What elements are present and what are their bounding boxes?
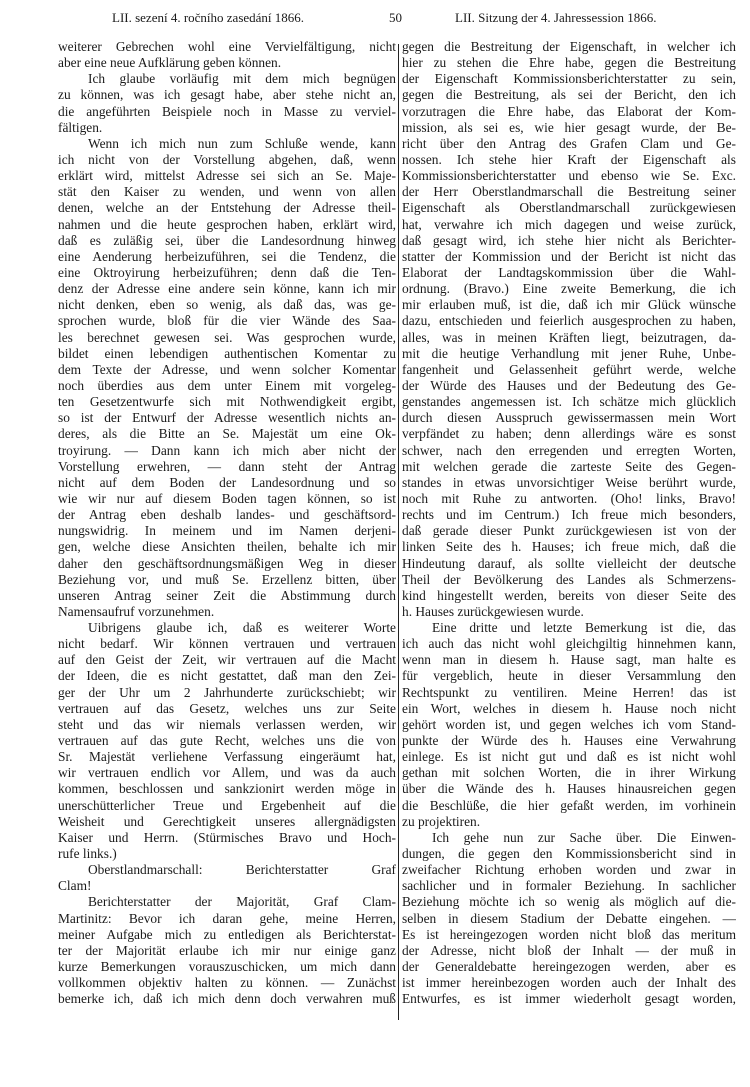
text-line: gethan mit solchen Worten, die in ihrer Wirkung [402, 765, 736, 781]
text-line: mit die heutige Verhandlung mit jener Ruhe, Unbe- [402, 345, 736, 361]
text-line: Martinitz: Bevor ich daran gehe, meine Herren, [58, 910, 396, 926]
text-line: Ich glaube vorläufig mit dem mich begnügen [88, 71, 396, 87]
text-line: kommen, beschlossen und sankzionirt werden möge in [58, 781, 396, 797]
text-line: aber eine neue Aufklärung geben können. [58, 55, 282, 71]
text-line: deres, als die Bitte an Se. Majestät um eine Ok- [58, 426, 396, 442]
text-line: vertrauen auf das Gesetz, welches uns zur Seite [58, 700, 396, 716]
text-line: schwer, nach den erregenden und erregten Worten, [402, 442, 736, 458]
text-line: gen, welche diese Ansichten theilen, behalte ich mir [58, 539, 396, 555]
text-line: Oberstlandmarschall: Berichterstatter Graf [88, 862, 396, 878]
text-line: denz der Adresse eine andere sein könne, kann ich mir [58, 281, 396, 297]
text-line: sprochen wurde, bloß für die vier Wände des Saa- [58, 313, 396, 329]
text-line: Theil der Bevölkerung des Landes als Schmerzens- [402, 571, 736, 587]
text-line: Sr. Majestät verliehene Verfassung eingeräumt hat, [58, 749, 396, 765]
text-line: nicht auf dem Boden der Landesordnung und so [58, 474, 396, 490]
text-line: dungen, die gegen den Kommissionsbericht sind in [402, 846, 736, 862]
text-line: gegen die Bestreitung, als sei der Bericht, den ich [402, 87, 736, 103]
text-line: für vergeblich, heute in dieser Versammlung den [402, 668, 736, 684]
text-line: rufe links.) [58, 846, 117, 862]
text-line: alles, was in meinen Kräften liegt, beizutragen, da- [402, 329, 736, 345]
text-line: Eine dritte und letzte Bemerkung ist die, das [432, 620, 736, 636]
text-column-left [58, 39, 396, 1007]
text-line: Kommissionsberichterstatter und ebenso wie Se. Exc. [402, 168, 736, 184]
text-line: Entwurfes, es ist immer wiederholt gesagt worden, [402, 991, 736, 1007]
text-line: eine Oktroyirung herbeizuführen; denn daß die Ten- [58, 264, 396, 280]
column-divider [398, 44, 399, 1020]
text-line: Eigenschaft als Oberstlandmarschall zurückgewiesen [402, 200, 736, 216]
text-column-right [402, 39, 736, 1007]
text-line: Weisheit und Gerechtigkeit unseres allergnädigsten [58, 813, 396, 829]
text-line: kurze Bemerkungen vorauszuschicken, um mich dann [58, 959, 396, 975]
text-line: fältigen. [58, 119, 103, 135]
text-line: so ist der Entwurf der Adresse wesentlich nichts an- [58, 410, 396, 426]
text-line: der Adresse, nicht bloß der Inhalt — der muß in [402, 942, 736, 958]
text-line: nossen. Ich stehe hier Kraft der Eigenschaft als [402, 151, 736, 167]
text-line: dazu, entschieden und feierlich ausgesprochen zu haben, [402, 313, 736, 329]
text-line: gegen die Bestreitung der Eigenschaft, in welcher ich [402, 39, 736, 54]
header-czech-title: LII. sezení 4. ročního zasedání 1866. [112, 10, 305, 25]
text-line: vorzutragen die Ehre habe, das Elaborat der Kom- [402, 103, 736, 119]
text-line: ist immer hereinbezogen worden auch der Inhalt des [402, 975, 736, 991]
text-line: Wenn ich mich nun zum Schluße wende, kann [88, 135, 396, 151]
text-line: Rechtspunkt zu ventiliren. Meine Herren! das ist [402, 684, 736, 700]
text-line: mir erlauben muß, ist die, daß ich mir Glück wünsche [402, 297, 736, 313]
text-line: Elaborat der Landtagskommission über die Wahl- [402, 264, 736, 280]
text-line: Clam! [58, 878, 92, 894]
text-line: nicht bedarf. Wir können vertrauen und vertrauen [58, 636, 396, 652]
text-line: stät den Kaiser zu wenden, und wenn von allen [58, 184, 396, 200]
text-line: troyirung. — Dann kann ich mich aber nicht der [58, 442, 396, 458]
text-line: zweifacher Richtung erhoben worden und zwar in [402, 862, 736, 878]
text-line: zu projektiren. [402, 813, 481, 829]
text-line: der Antrag eben deshalb landes- und geschäftsord- [58, 507, 396, 523]
text-line: der Eigenschaft Kommissionsberichterstatter zu sein, [402, 71, 736, 87]
text-line: bemerke ich, daß ich mich denn doch verwahren muß [58, 991, 396, 1007]
text-line: über die Wände des h. Hauses hinausreichen gegen [402, 781, 736, 797]
text-line: nicht denken, eben so wenig, als daß das, was ge- [58, 297, 396, 313]
header-german-title: LII. Sitzung der 4. Jahressession 1866. [455, 10, 657, 25]
text-line: einlege. Es ist nicht gut und daß es ist nicht wohl [402, 749, 736, 765]
text-line: dem Texte der Adresse, und wenn solcher Komentar [58, 361, 396, 377]
text-line: auf den Geist der Zeit, wir vertrauen auf die Macht [58, 652, 396, 668]
text-line: ordnung. (Bravo.) Eine zweite Bemerkung, die ich [402, 281, 736, 297]
text-line: Berichterstatter der Majorität, Graf Clam- [88, 894, 396, 910]
text-line: rechts und im Centrum.) Ich freue mich besonders, [402, 507, 736, 523]
text-line: gehört worden ist, und gegen welches ich vom Stand- [402, 716, 736, 732]
text-line: steht und das wir niemals verlassen werden, wir [58, 716, 396, 732]
text-line: Ich gehe nun zur Sache über. Die Einwen- [432, 829, 736, 845]
text-line: Uibrigens glaube ich, daß es weiterer Worte [88, 620, 396, 636]
text-line: ich auch das nicht wohl gleichgiltig hinnehmen kann, [402, 636, 736, 652]
text-line: durch diesen Ausspruch gewissermassen mein Wort [402, 410, 736, 426]
text-line: vollkommen objektiv halten zu können. — Zunächst [58, 975, 396, 991]
text-line: zu können, was ich gesagt habe, aber stehe nicht an, [58, 87, 396, 103]
text-line: Kaiser und Herrn. (Stürmisches Bravo und Hoch- [58, 829, 396, 845]
text-line: noch überdies aus dem unter Einem mit vorgeleg- [58, 377, 396, 393]
text-line: sachlicher und in formaler Beziehung. In sachlicher [402, 878, 736, 894]
text-line: bildet einen lebendigen authentischen Komentar zu [58, 345, 396, 361]
page-number: 50 [389, 10, 402, 25]
text-line: mit welchen gerade die zarteste Seite des Gegen- [402, 458, 736, 474]
text-line: Beziehung vor, und muß Se. Erzellenz bitten, über [58, 571, 396, 587]
text-line: meiner Aufgabe mich zu entledigen als Berichterstat- [58, 926, 396, 942]
text-line: vertrauen auf das gute Recht, welches uns die von [58, 733, 396, 749]
text-line: genstandes angemessen ist. Ich schätze mich glücklich [402, 394, 736, 410]
text-line: der Würde des Hauses und der Bedeutung des Ge- [402, 377, 736, 393]
text-line: standes in etwas unvorsichtiger Weise berührt wurde, [402, 474, 736, 490]
text-line: ter der Majorität erlaube ich mir nur einige ganz [58, 942, 396, 958]
text-line: unseren Antrag seiner Zeit die Abstimmung durch [58, 587, 396, 603]
text-line: denen, welche an der Entstehung der Adresse theil- [58, 200, 396, 216]
text-line: daß gesagt wird, ich stehe hier nicht als Berichter- [402, 232, 736, 248]
text-line: nungswidrig. In meinem und im Namen derjeni- [58, 523, 396, 539]
text-line: Namensaufruf vorzunehmen. [58, 603, 215, 619]
text-line: der Herr Oberstlandmarschall die Bestreitung seiner [402, 184, 736, 200]
text-line: hat, verwahre ich mich dagegen und weise zurück, [402, 216, 736, 232]
text-line: erklärt wird, mittelst Adresse sei sich an Se. Maje- [58, 168, 396, 184]
text-line: die Beschlüße, die hier gefaßt werden, im vorhinein [402, 797, 736, 813]
text-line: unerschütterlicher Treue und Ergebenheit auf die [58, 797, 396, 813]
text-line: fangenheit und Gelassenheit geführt werde, welche [402, 361, 736, 377]
text-line: les berechnet gewesen sei. Was gesprochen wurde, [58, 329, 396, 345]
text-line: linken Seite des h. Hauses; ich freue mich, daß die [402, 539, 736, 555]
text-line: hier zu stehen die Ehre habe, gegen die Bestreitung [402, 55, 736, 71]
text-line: die angeführten Beispiele noch in Masse zu verviel- [58, 103, 396, 119]
text-line: noch mit Ruhe zu antworten. (Oho! links, Bravo! [402, 490, 736, 506]
text-line: mission, als sei es, wie hier gesagt wurde, der Be- [402, 119, 736, 135]
text-line: selben in diesem Stadium der Debatte eingehen. — [402, 910, 736, 926]
text-line: Beziehung möchte ich so wenig als möglich auf die- [402, 894, 736, 910]
page-header [0, 10, 750, 30]
text-line: verpfändet zu haben; denn allerdings wäre es sonst [402, 426, 736, 442]
text-line: wenn man in diesem h. Hause sagt, man halte es [402, 652, 736, 668]
text-line: wie wir nur auf diesem Boden tagen können, so ist [58, 490, 396, 506]
text-line: daß es zuläßig sei, über die Landesordnung hinweg [58, 232, 396, 248]
text-line: daher den geschäftsordnungsmäßigen Weg in dieser [58, 555, 396, 571]
text-line: nahmen und die heute gesprochen haben, erklärt wird, [58, 216, 396, 232]
text-line: h. Hauses zurückgewiesen wurde. [402, 603, 584, 619]
text-line: wir vertrauen endlich vor Allem, und was da auch [58, 765, 396, 781]
text-line: daß gerade dieser Punkt zurückgewiesen ist von der [402, 523, 736, 539]
text-line: ten Gesetzentwurfe sich mit Nothwendigkeit ergibt, [58, 394, 396, 410]
text-line: ein Wort, welches in diesem h. Hause noch nicht [402, 700, 736, 716]
text-line: Es ist hereingezogen worden nicht bloß das meritum [402, 926, 736, 942]
text-line: der Generaldebatte hereingezogen werden, aber es [402, 959, 736, 975]
text-line: kind hingestellt werden, bereits von dieser Seite des [402, 587, 736, 603]
text-line: weiterer Gebrechen wohl eine Vervielfältigung, nicht [58, 39, 396, 54]
text-line: punkte der Würde des h. Hauses eine Verwahrung [402, 733, 736, 749]
text-line: Hindeutung darauf, als sollte vielleicht der deutsche [402, 555, 736, 571]
text-line: statter der Kommission und der Bericht ist nicht das [402, 248, 736, 264]
text-line: eine Aenderung herbeizuführen, sei die Tendenz, die [58, 248, 396, 264]
text-line: ich nicht von der Vorstellung abgehen, daß, wenn [58, 151, 396, 167]
text-line: der Ideen, die es nicht gestattet, daß man den Zei- [58, 668, 396, 684]
text-line: Vorstellung erwehren, — dann steht der Antrag [58, 458, 396, 474]
text-line: richt über den Antrag des Grafen Clam und Ge- [402, 135, 736, 151]
text-line: ger der Uhr um 2 Jahrhunderte zurückschiebt; wir [58, 684, 396, 700]
